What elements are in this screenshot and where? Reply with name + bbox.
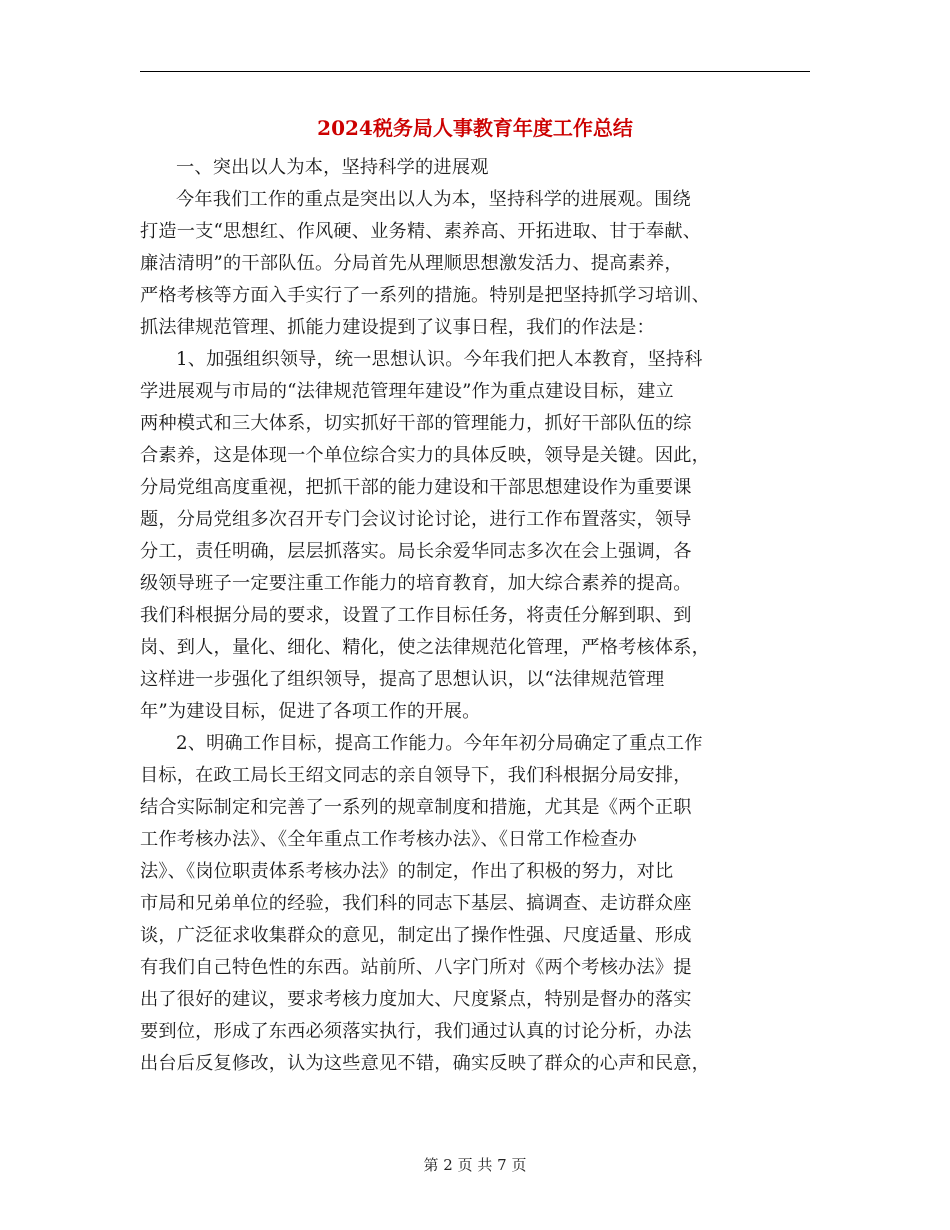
paragraph-line: 结合实际制定和完善了一系列的规章制度和措施，尤其是《两个正职 bbox=[140, 797, 692, 818]
paragraph-line: 题，分局党组多次召开专门会议讨论讨论，进行工作布置落实，领导 bbox=[140, 509, 692, 530]
paragraph-line: 这样进一步强化了组织领导，提高了思想认识，以“法律规范管理 bbox=[140, 669, 665, 690]
paragraph-line: 岗、到人，量化、细化、精化，使之法律规范化管理，严格考核体系， bbox=[140, 637, 711, 658]
paragraph-line: 出台后反复修改，认为这些意见不错，确实反映了群众的心声和民意， bbox=[140, 1053, 711, 1074]
paragraph-line: 分局党组高度重视，把抓干部的能力建设和干部思想建设作为重要课 bbox=[140, 477, 692, 498]
header-rule bbox=[140, 71, 810, 72]
paragraph-line: 抓法律规范管理、抓能力建设提到了议事日程，我们的作法是： bbox=[140, 317, 655, 338]
paragraph-line: 严格考核等方面入手实行了一系列的措施。特别是把坚持抓学习培训、 bbox=[140, 285, 711, 306]
page-number-footer: 第 2 页 共 7 页 bbox=[423, 1156, 527, 1174]
paragraph-line: 合素养，这是体现一个单位综合实力的具体反映，领导是关键。因此， bbox=[140, 445, 711, 466]
paragraph-line: 1、加强组织领导，统一思想认识。今年我们把人本教育，坚持科 bbox=[176, 349, 703, 370]
paragraph-line: 廉洁清明”的干部队伍。分局首先从理顺思想激发活力、提高素养， bbox=[140, 253, 683, 274]
section-heading: 一、突出以人为本，坚持科学的进展观 bbox=[176, 157, 489, 178]
paragraph-line: 法》、《岗位职责体系考核办法》的制定，作出了积极的努力，对比 bbox=[140, 861, 674, 882]
paragraph-line: 要到位，形成了东西必须落实执行，我们通过认真的讨论分析，办法 bbox=[140, 1021, 692, 1042]
paragraph-line: 有我们自己特色性的东西。站前所、八字门所对《两个考核办法》提 bbox=[140, 957, 692, 978]
paragraph-line: 目标，在政工局长王绍文同志的亲自领导下，我们科根据分局安排， bbox=[140, 765, 692, 786]
paragraph-line: 谈，广泛征求收集群众的意见，制定出了操作性强、尺度适量、形成 bbox=[140, 925, 692, 946]
paragraph-line: 两种模式和三大体系，切实抓好干部的管理能力，抓好干部队伍的综 bbox=[140, 413, 692, 434]
paragraph-line: 工作考核办法》、《全年重点工作考核办法》、《日常工作检查办 bbox=[140, 829, 637, 850]
paragraph-line: 分工，责任明确，层层抓落实。局长余爱华同志多次在会上强调，各 bbox=[140, 541, 692, 562]
paragraph-line: 我们科根据分局的要求，设置了工作目标任务，将责任分解到职、到 bbox=[140, 605, 692, 626]
paragraph-line: 学进展观与市局的“法律规范管理年建设”作为重点建设目标，建立 bbox=[140, 381, 674, 402]
paragraph-line: 市局和兄弟单位的经验，我们科的同志下基层、搞调查、走访群众座 bbox=[140, 893, 692, 914]
paragraph-line: 今年我们工作的重点是突出以人为本，坚持科学的进展观。围绕 bbox=[176, 189, 691, 210]
document-title: 2024税务局人事教育年度工作总结 bbox=[317, 116, 633, 140]
paragraph-line: 级领导班子一定要注重工作能力的培育教育，加大综合素养的提高。 bbox=[140, 573, 692, 594]
paragraph-line: 打造一支“思想红、作风硬、业务精、素养高、开拓进取、甘于奉献、 bbox=[140, 221, 702, 242]
paragraph-line: 出了很好的建议，要求考核力度加大、尺度紧点，特别是督办的落实 bbox=[140, 989, 692, 1010]
paragraph-line: 2、明确工作目标，提高工作能力。今年年初分局确定了重点工作 bbox=[176, 733, 703, 754]
paragraph-line: 年”为建设目标，促进了各项工作的开展。 bbox=[140, 701, 481, 722]
